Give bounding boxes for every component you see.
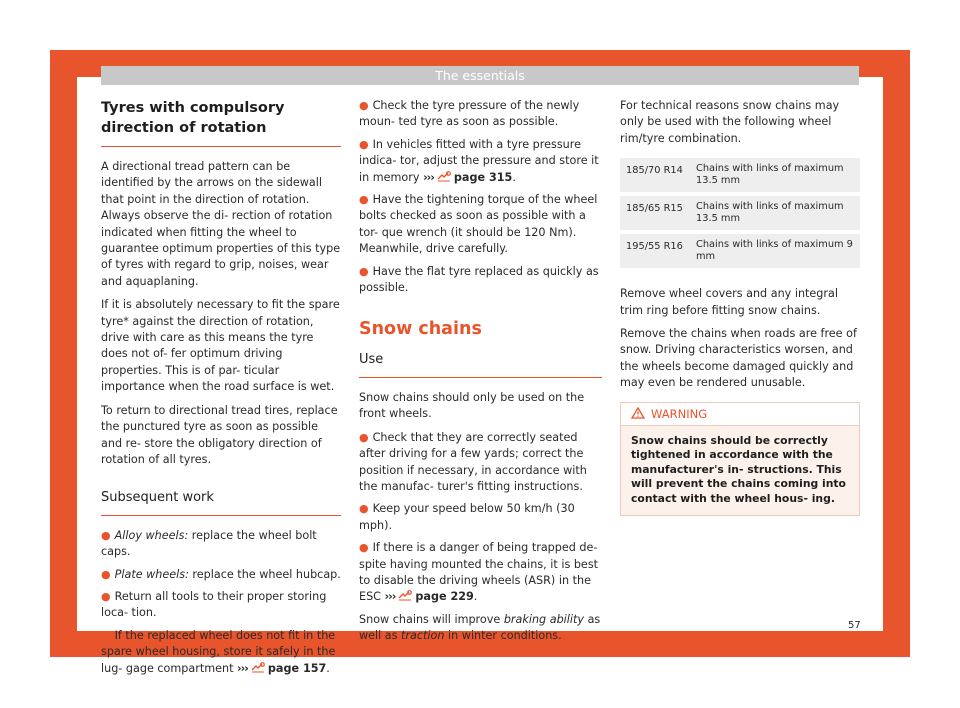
bullet-dot-icon: ●: [359, 193, 369, 207]
item-text: In vehicles fitted with a tyre pressure indica- tor, adjust the pressure and store it in memory: [359, 137, 599, 184]
page-link[interactable]: page 229: [415, 590, 474, 604]
bullet-dot-icon: ●: [101, 567, 111, 581]
list-item: [359, 98, 602, 131]
main-title: Snow chains: [359, 319, 482, 340]
item-text: replace the wheel bolt caps.: [101, 528, 317, 559]
item-text: replace the wheel hubcap.: [188, 567, 341, 581]
bullet-dot-icon: ●: [101, 628, 111, 642]
book-wrench-icon: [398, 590, 412, 601]
page-number: 57: [848, 620, 861, 631]
table-row: [620, 234, 860, 268]
paragraph: Remove wheel covers and any integral trim ring before fitting snow chains.: [620, 287, 838, 317]
bullet-dot-icon: ●: [359, 502, 369, 516]
text-run: Snow chains will improve: [359, 612, 504, 626]
paragraph: Snow chains should only be used on the front wheels.: [359, 390, 585, 421]
table-row: [620, 158, 860, 192]
cross-ref-arrow: ›››: [237, 661, 248, 675]
warning-text: Snow chains should be correctly tightened in accordance with the manufacturer's in- structions. This will prevent the chains coming into contact with the wheel hous- ing.: [631, 433, 846, 506]
book-wrench-icon: [437, 171, 451, 182]
bullet-dot-icon: ●: [359, 264, 369, 278]
item-text: Return all tools to their proper storing loca- tion.: [101, 589, 327, 620]
table-cell-size: 195/55 R16: [620, 234, 690, 268]
column-1: [101, 98, 341, 683]
item-text: Have the flat tyre replaced as quickly as possible.: [359, 264, 599, 295]
item-text: Check the tyre pressure of the newly moun- ted tyre as soon as possible.: [359, 99, 580, 129]
column-2: [359, 98, 602, 652]
paragraph: If it is absolutely necessary to fit the spare tyre* against the direction of rotation, drive with care as this means the tyre does not of- fer optimum driving properties. This is of par- ticular importance when the road surface is wet.: [101, 298, 340, 394]
table-cell-size: 185/65 R15: [620, 196, 690, 230]
bullet-dot-icon: ●: [359, 430, 369, 444]
table-cell-spec: Chains with links of maximum 13.5 mm: [690, 196, 860, 230]
subsection-title: Use: [359, 352, 602, 377]
warning-box: [620, 402, 860, 516]
cross-ref-arrow: ›››: [423, 170, 434, 184]
item-text: Keep your speed below 50 km/h (30 mph).: [359, 502, 575, 532]
item-emphasis: Plate wheels:: [114, 567, 189, 581]
list-item: ● If there is a danger of being trapped de- spite having mounted the chains, it is best to disable the driving wheels (ASR) in the ESC ››› page 229.: [359, 541, 599, 604]
paragraph: [359, 612, 602, 645]
table-row: [620, 196, 860, 230]
list-item: [101, 567, 341, 583]
table-cell-size: 185/70 R14: [620, 158, 690, 192]
warning-label: WARNING: [651, 406, 708, 421]
page-link[interactable]: page 315: [453, 170, 513, 184]
column-3: [620, 98, 860, 516]
text-emphasis: traction: [401, 629, 445, 643]
list-item: [359, 264, 602, 297]
text-emphasis: braking ability: [503, 612, 585, 626]
text-run: in winter conditions.: [444, 629, 562, 643]
item-text: If the replaced wheel does not fit in the spare wheel housing, store it safely in the lug- gage compartment: [101, 628, 336, 675]
list-item: [359, 192, 602, 258]
table-cell-spec: Chains with links of maximum 9 mm: [690, 234, 860, 268]
list-item: [359, 501, 602, 534]
item-text: Have the tightening torque of the wheel bolts checked as soon as possible with a tor- que wrench (it should be 120 Nm). Meanwhile, drive carefully.: [359, 193, 598, 256]
text-run: as well as: [359, 612, 601, 643]
bullet-dot-icon: ●: [101, 589, 111, 603]
table-cell-spec: Chains with links of maximum 13.5 mm: [690, 158, 860, 192]
list-item: [101, 589, 341, 622]
list-item: [101, 528, 341, 561]
bullet-dot-icon: ●: [359, 541, 369, 555]
section-title: Tyres with compulsory direction of rotation: [101, 98, 341, 147]
paragraph: To return to directional tread tires, replace the punctured tyre as soon as possible and re- store the obligatory direction of rotation of all tyres.: [101, 403, 338, 466]
warning-triangle-icon: [631, 407, 645, 419]
paragraph: A directional tread pattern can be identified by the arrows on the sidewall that point in the direction of rotation. Always observe the di- rection of rotation indicated when fitting the wheel to guarantee optimum properties of this type of tyres with regard to grip, noises, wear and aquaplaning.: [101, 160, 341, 288]
item-emphasis: Alloy wheels:: [114, 528, 189, 542]
list-item: ● In vehicles fitted with a tyre pressure indica- tor, adjust the pressure and store it in memory ››› page 315.: [359, 137, 599, 184]
bullet-dot-icon: ●: [359, 99, 369, 112]
cross-ref-arrow: ›››: [384, 590, 396, 604]
paragraph: Remove the chains when roads are free of snow. Driving characteristics worsen, and the wheels become damaged quickly and may even be rendered unusable.: [620, 327, 857, 390]
bullet-dot-icon: ●: [101, 528, 111, 542]
warning-header: [621, 403, 859, 426]
snow-chain-table: [620, 154, 860, 272]
list-item: ● If the replaced wheel does not fit in the spare wheel housing, store it safely in the lug- gage compartment ››› page 157.: [101, 628, 336, 675]
list-item: [359, 430, 602, 496]
bullet-dot-icon: ●: [359, 137, 369, 151]
subsection-title: Subsequent work: [101, 490, 341, 515]
item-text: Check that they are correctly seated after driving for a few yards; correct the position if necessary, in accordance with the manufac- turer's fitting instructions.: [359, 430, 587, 493]
chapter-header: The essentials: [101, 66, 859, 85]
paragraph: For technical reasons snow chains may only be used with the following wheel rim/tyre combination.: [620, 99, 840, 145]
item-text: If there is a danger of being trapped de- spite having mounted the chains, it is best to disable the driving wheels (ASR) in the ESC: [359, 541, 599, 604]
book-wrench-icon: [251, 662, 265, 673]
page-link[interactable]: page 157: [267, 661, 327, 675]
